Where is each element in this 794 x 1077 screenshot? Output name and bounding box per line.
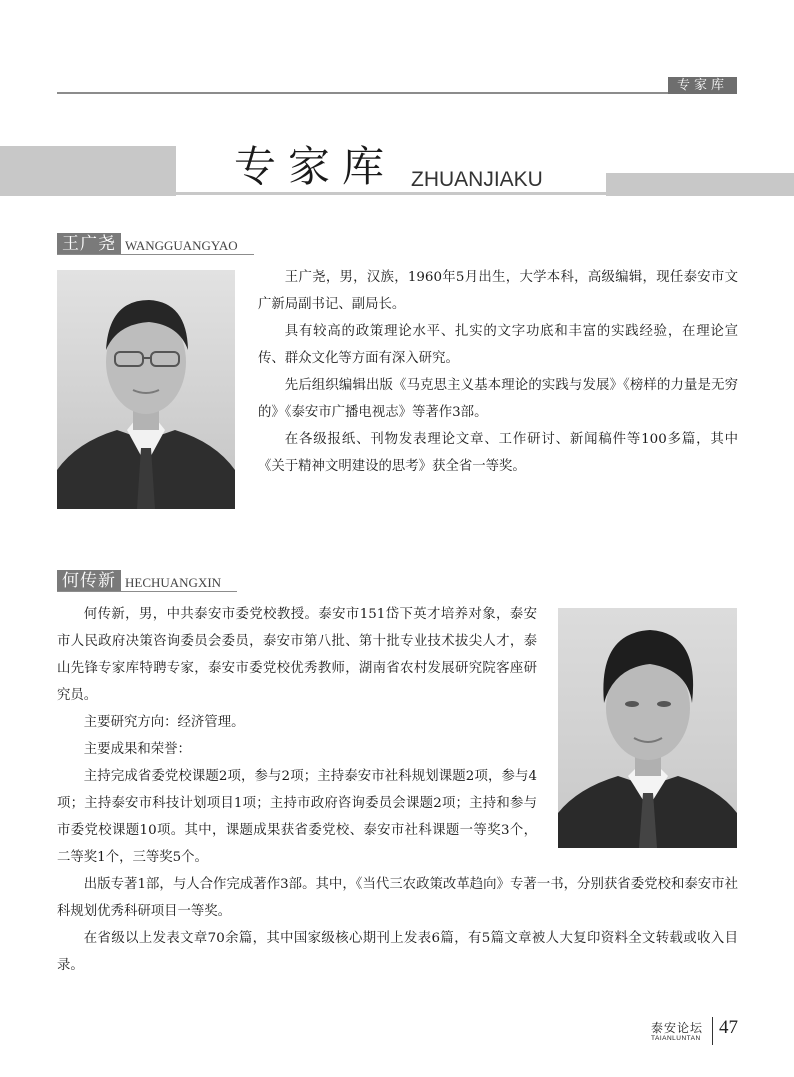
- expert-2-photo: [558, 608, 737, 848]
- expert-2-para-6: 在省级以上发表文章70余篇，其中国家级核心期刊上发表6篇，有5篇文章被人大复印资料全文转载或收入目录。: [57, 931, 738, 973]
- expert-2-para-5: 出版专著1部，与人合作完成著作3部。其中，《当代三农政策改革趋向》专著一书，分别获省委党校和泰安市社科规划优秀科研项目一等奖。: [57, 877, 738, 919]
- expert-1-nametag-rule: [57, 254, 254, 255]
- page-title-pinyin: ZHUANJIAKU: [411, 168, 543, 191]
- expert-1-name-pinyin: WANGGUANGYAO: [125, 238, 238, 253]
- expert-2-nametag-rule: [57, 591, 237, 592]
- expert-2-bio-top: [57, 601, 537, 871]
- expert-1-bio: [258, 264, 738, 480]
- expert-2-nametag: [57, 570, 221, 592]
- expert-1-para-1: 王广尧，男，汉族，1960年5月出生，大学本科，高级编辑，现任泰安市文广新局副书记、副局长。: [258, 270, 738, 312]
- title-band-right: [606, 173, 794, 196]
- page-number: 47: [719, 1017, 738, 1038]
- journal-name: 泰安论坛: [651, 1021, 704, 1035]
- expert-1-nametag: [57, 233, 238, 255]
- expert-2-para-1: 何传新，男，中共泰安市委党校教授。泰安市151岱下英才培养对象，泰安市人民政府决策咨询委员会委员，泰安市第八批、第十批专业技术拔尖人才，泰山先锋专家库特聘专家，泰安市委党校优秀教师，湖南省农村发展研究院客座研究员。: [57, 607, 537, 703]
- journal-name-pinyin: TAIANLUNTAN: [651, 1035, 701, 1042]
- expert-2-para-2: 主要研究方向：经济管理。: [83, 715, 245, 730]
- expert-1-para-3: 先后组织编辑出版《马克思主义基本理论的实践与发展》《榜样的力量是无穷的》《泰安市广播电视志》等著作3部。: [258, 378, 738, 420]
- expert-1-name: 王广尧: [57, 233, 121, 255]
- expert-2-name-pinyin: HECHUANGXIN: [125, 575, 222, 590]
- section-tab: 专家库: [668, 77, 737, 94]
- expert-2-bio-bottom: [57, 871, 738, 979]
- expert-1-para-4: 在各级报纸、刊物发表理论文章、工作研讨、新闻稿件等100多篇，其中《关于精神文明建设的思考》获全省一等奖。: [258, 432, 738, 474]
- expert-1-para-2: 具有较高的政策理论水平、扎实的文字功底和丰富的实践经验，在理论宣传、群众文化等方面有深入研究。: [258, 324, 738, 366]
- header-rule: [57, 92, 737, 94]
- page-title: 专家库: [234, 142, 397, 191]
- expert-1-photo: [57, 270, 235, 509]
- expert-2-para-4: 主持完成省委党校课题2项，参与2项；主持泰安市社科规划课题2项，参与4项；主持泰安市科技计划项目1项；主持市政府咨询委员会课题2项；主持和参与市委党校课题10项。其中，课题成果获省委党校、泰安市社科课题一等奖3个，二等奖1个，三等奖5个。: [57, 769, 537, 865]
- expert-2-name: 何传新: [57, 570, 121, 592]
- title-band-left: [0, 146, 176, 196]
- expert-2-para-3: 主要成果和荣誉：: [83, 742, 191, 757]
- footer-divider: [712, 1017, 713, 1045]
- title-band-line: [176, 192, 606, 195]
